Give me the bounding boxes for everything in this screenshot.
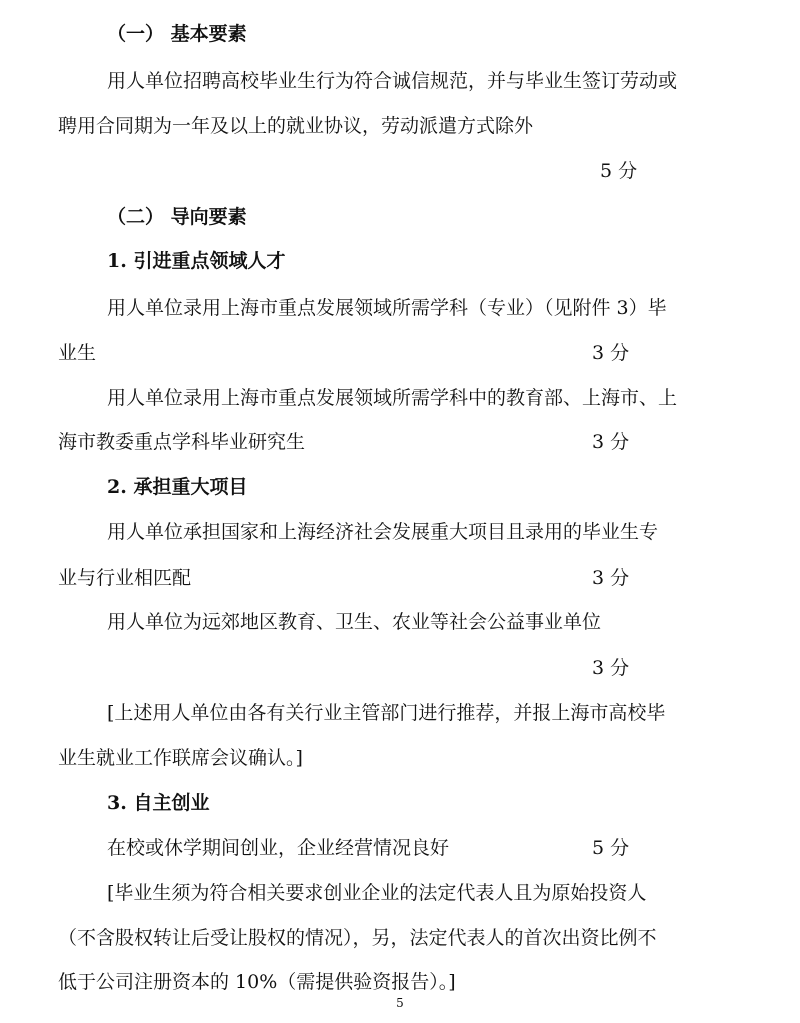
note-line: （不含股权转让后受让股权的情况），另，法定代表人的首次出资比例不 <box>58 927 657 949</box>
paragraph-line: 用人单位录用上海市重点发展领域所需学科中的教育部、上海市、上 <box>107 387 678 409</box>
paragraph-line: 用人单位承担国家和上海经济社会发展重大项目且录用的毕业生专 <box>107 521 659 543</box>
score-label: 3 分 <box>592 657 630 679</box>
score-label: 3 分 <box>592 567 630 589</box>
note-line: 低于公司注册资本的 10%（需提供验资报告）。] <box>58 971 456 993</box>
paragraph-line: 用人单位为远郊地区教育、卫生、农业等社会公益事业单位 <box>107 611 602 633</box>
paragraph-line: 海市教委重点学科毕业研究生 <box>58 431 306 453</box>
section-heading-basic: （一） 基本要素 <box>107 23 247 45</box>
score-label: 3 分 <box>592 431 630 453</box>
paragraph-line: 业生 <box>58 342 97 364</box>
score-label: 5 分 <box>600 160 638 182</box>
section-heading-guiding: （二） 导向要素 <box>107 206 247 228</box>
score-label: 5 分 <box>592 837 630 859</box>
note-line: 业生就业工作联席会议确认。] <box>58 747 303 769</box>
paragraph-line: 业与行业相匹配 <box>58 567 192 589</box>
paragraph-line: 用人单位录用上海市重点发展领域所需学科（专业）（见附件 3）毕 <box>107 297 667 319</box>
subsection-title-projects: 2. 承担重大项目 <box>107 476 248 498</box>
note-line: [上述用人单位由各有关行业主管部门进行推荐，并报上海市高校毕 <box>107 702 666 724</box>
note-line: [毕业生须为符合相关要求创业企业的法定代表人且为原始投资人 <box>107 882 647 904</box>
paragraph-line: 用人单位招聘高校毕业生行为符合诚信规范，并与毕业生签订劳动或 <box>107 70 678 92</box>
subsection-title-talent: 1. 引进重点领域人才 <box>107 250 286 272</box>
paragraph-line: 在校或休学期间创业，企业经营情况良好 <box>107 837 450 859</box>
page-number: 5 <box>396 996 404 1010</box>
paragraph-line: 聘用合同期为一年及以上的就业协议，劳动派遣方式除外 <box>58 115 534 137</box>
subsection-title-startup: 3. 自主创业 <box>107 792 210 814</box>
score-label: 3 分 <box>592 342 630 364</box>
